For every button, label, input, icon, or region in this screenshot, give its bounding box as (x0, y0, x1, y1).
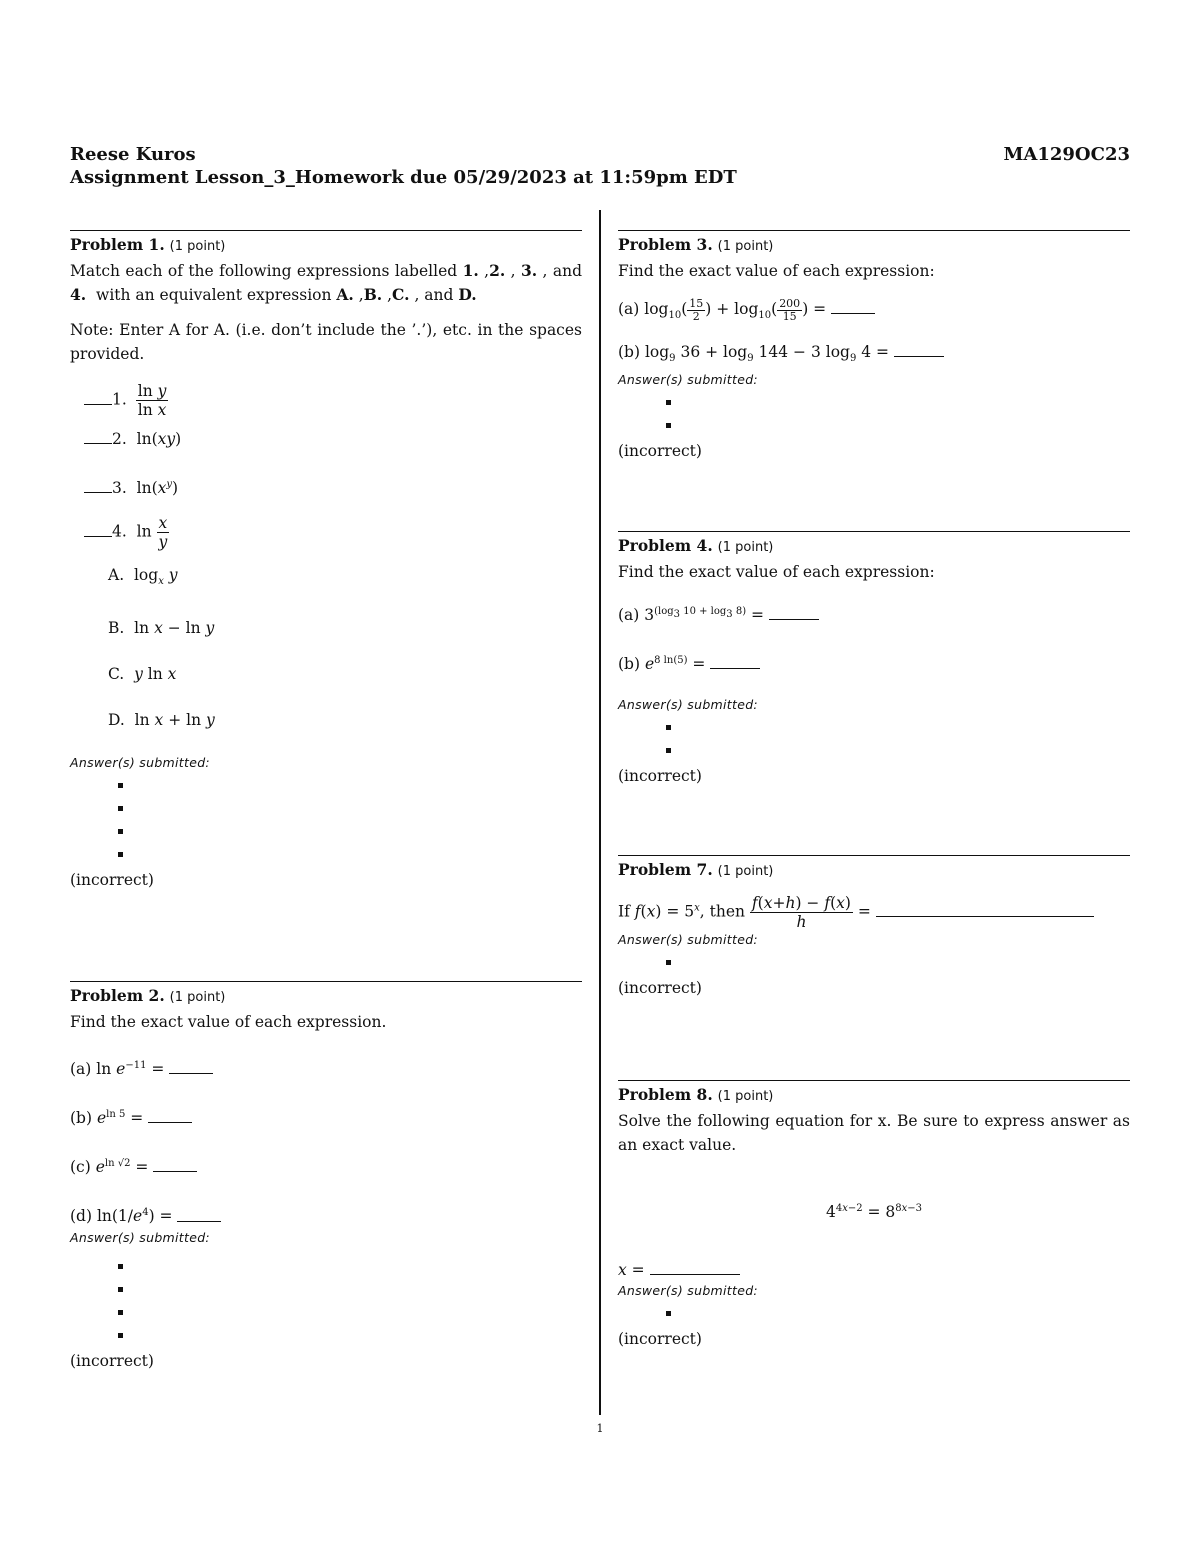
part-a: (a) $\log_{10}$( $\frac{15}{2}$ ) + $\log_{10}$( $\frac{200}{15}$ ) = (618, 297, 1130, 328)
answer-bullet (118, 1301, 582, 1324)
assignment-title: Assignment Lesson_3_Homework due 05/29/2023 at 11:59pm EDT (70, 167, 737, 188)
answer-blank[interactable] (84, 535, 112, 537)
answer-blank[interactable] (84, 491, 112, 493)
problem-8 (618, 1080, 1130, 1351)
answer-bullet (118, 774, 582, 797)
answer-bullet (666, 1302, 1130, 1325)
answer-blank[interactable] (148, 1121, 192, 1123)
answers-label: Answer(s) submitted: (70, 755, 210, 771)
match-item-4: 4. ln $\frac{x}{y}$ (70, 514, 582, 551)
option-b: B. ln x − ln y (108, 619, 215, 638)
page-number: 1 (596, 1422, 604, 1435)
problem-intro: Find the exact value of each expression: (618, 262, 935, 280)
problem-title: Problem 2. (70, 986, 165, 1005)
problem-2 (70, 981, 582, 1373)
answers-label: Answer(s) submitted: (618, 932, 758, 947)
problem-points: (1 point) (717, 1089, 774, 1104)
answer-line: x = (618, 1258, 1130, 1282)
answer-blank[interactable] (831, 312, 875, 314)
problem-title: Problem 1. (70, 235, 165, 254)
answer-blank[interactable] (769, 618, 819, 620)
answer-list (618, 1302, 1130, 1325)
problem-7 (618, 855, 1130, 1000)
answer-bullet (666, 951, 1130, 974)
answer-list (70, 1255, 582, 1347)
answers-label: Answer(s) submitted: (618, 1283, 758, 1299)
match-item-2: 2. ln(xy) (70, 427, 582, 451)
answer-bullet (118, 1255, 582, 1278)
answer-status: (incorrect) (70, 871, 154, 890)
problem-4 (618, 531, 1130, 788)
answer-list (618, 391, 1130, 437)
student-name: Reese Kuros (70, 144, 196, 165)
answer-list (70, 774, 582, 866)
column-divider (599, 210, 601, 1415)
problem-intro: Find the exact value of each expression: (618, 563, 935, 581)
problem-1 (70, 230, 582, 892)
problem-title: Problem 3. (618, 235, 713, 254)
problem-title: Problem 8. (618, 1085, 713, 1104)
answer-bullet (118, 820, 582, 843)
part-a: (a) $\ln e^{-11}$ = (70, 1054, 582, 1081)
problem-points: (1 point) (717, 540, 774, 555)
part-b: (b) $\log_9 36 + \log_9 144 - 3$ $\log_9 4$ = (618, 340, 1130, 371)
answer-status: (incorrect) (618, 979, 702, 997)
problem-points: (1 point) (169, 990, 226, 1005)
answer-blank[interactable] (153, 1170, 197, 1172)
answer-bullet (666, 716, 1130, 739)
problem-title: Problem 7. (618, 860, 713, 879)
part-b: (b) $e^{ln 5}$ = (70, 1103, 582, 1130)
answer-bullet (666, 391, 1130, 414)
match-item-1: 1. $\frac{\text{ln y}}{\text{ln x}}$ (70, 382, 582, 419)
part-d: (d) $\ln(1/e^4)$ = (70, 1201, 582, 1228)
answer-status: (incorrect) (618, 767, 702, 786)
part-b: (b) $e^{8 ln(5)}$ = (618, 649, 1130, 676)
answer-bullet (118, 843, 582, 866)
problem-note: Note: Enter A for A. (i.e. don’t include the ’.’), etc. in the spaces provided. (70, 321, 582, 363)
answer-status: (incorrect) (70, 1351, 154, 1370)
answer-status: (incorrect) (618, 1330, 702, 1349)
part-c: (c) $e^{ln √2}$ = (70, 1152, 582, 1179)
answer-blank[interactable] (84, 403, 112, 405)
option-d: D. ln x + ln y (108, 711, 215, 730)
option-a: A. $\log_x y$ (108, 566, 178, 588)
answer-blank[interactable] (710, 667, 760, 669)
answer-list (618, 951, 1130, 974)
answer-status: (incorrect) (618, 442, 702, 461)
answer-blank[interactable] (84, 442, 112, 444)
problem-intro: Find the exact value of each expression. (70, 1013, 387, 1031)
problem-intro: Solve the following equation for x. Be sure to express answer as an exact value. (618, 1112, 1130, 1154)
course-code: MA129OC23 (1003, 144, 1130, 165)
answer-bullet (666, 414, 1130, 437)
answer-blank[interactable] (169, 1072, 213, 1074)
problem-statement: If $f(x) = 5^x$, then $\frac{f(x+h) - f(x)}{h}$ = (618, 894, 1130, 931)
answers-label: Answer(s) submitted: (618, 372, 758, 388)
answer-bullet (118, 1324, 582, 1347)
equation: $4^{4x-2} = 8^{8x-3}$ (825, 1203, 923, 1222)
answer-blank[interactable] (894, 355, 944, 357)
answer-bullet (666, 739, 1130, 762)
problem-points: (1 point) (717, 864, 774, 879)
option-c: C. y ln x (108, 665, 177, 684)
problem-points: (1 point) (717, 239, 774, 254)
answer-list (618, 716, 1130, 762)
problem-points: (1 point) (169, 239, 226, 254)
answer-blank[interactable] (876, 915, 1094, 917)
answer-blank[interactable] (650, 1273, 740, 1275)
answer-bullet (118, 797, 582, 820)
answer-bullet (118, 1278, 582, 1301)
problem-3 (618, 230, 1130, 463)
answers-label: Answer(s) submitted: (70, 1229, 210, 1245)
problem-title: Problem 4. (618, 536, 713, 555)
match-item-3: 3. $\ln(x^y)$ (70, 473, 582, 500)
problem-intro: Match each of the following expressions labelled 1. ,2. , 3. , and 4. with an equivalent expression A. ,B. ,C. , and D. (70, 261, 583, 304)
part-a: (a) $3^{(log_3 10 + log_3 8)}$ = (618, 600, 1130, 627)
answer-blank[interactable] (177, 1220, 221, 1222)
answers-label: Answer(s) submitted: (618, 697, 758, 713)
